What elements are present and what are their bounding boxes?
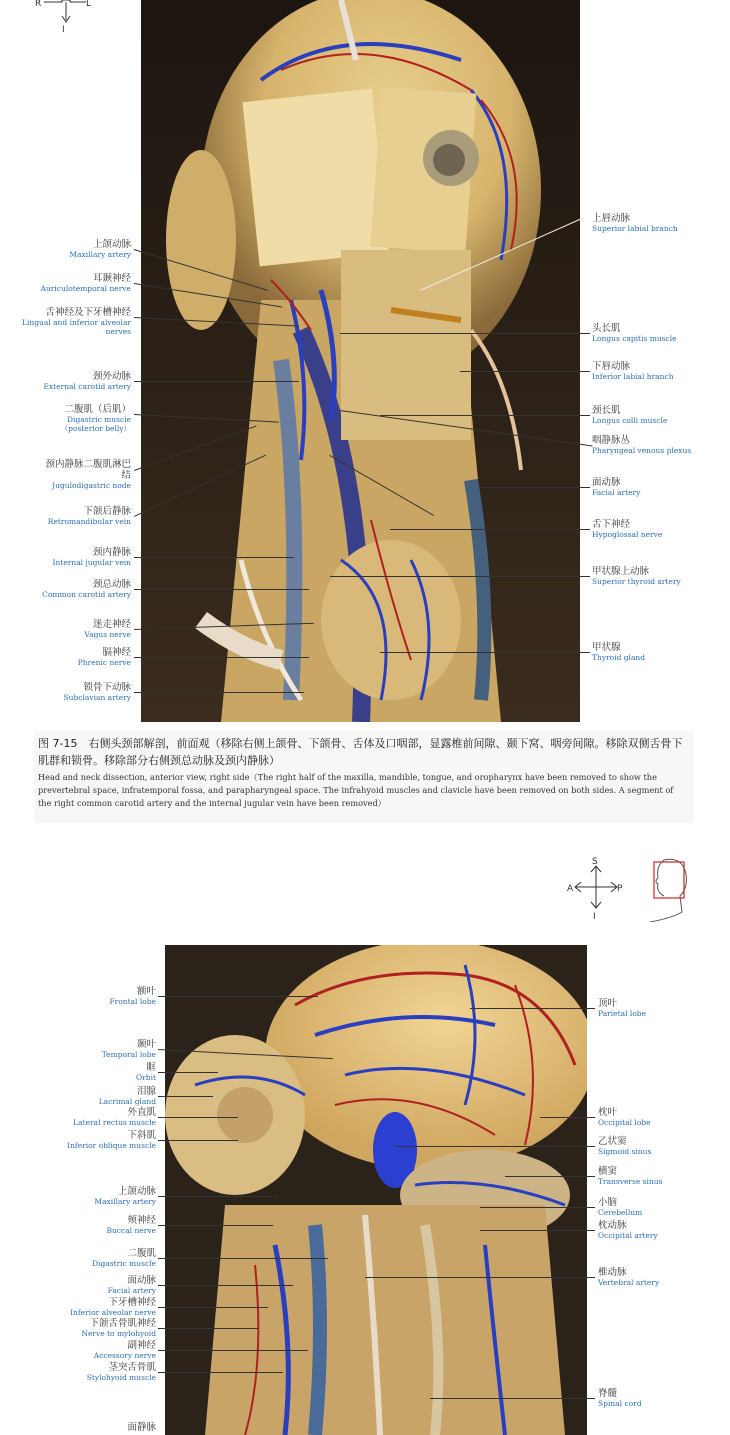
label-en: Inferior alveolar nerve bbox=[70, 1307, 156, 1317]
label-zh: 舌下神经 bbox=[592, 519, 631, 530]
leader-line bbox=[158, 996, 318, 997]
leader-line bbox=[395, 1146, 595, 1147]
label-en: Lingual and inferior alveolar nerves bbox=[21, 317, 131, 336]
dissection-image-2 bbox=[165, 945, 587, 1435]
label-parietal-lobe bbox=[598, 999, 646, 1019]
label-zh: 舌神经及下牙槽神经 bbox=[45, 307, 131, 318]
label-facial-vein bbox=[127, 1423, 156, 1434]
label-en: Hypoglossal nerve bbox=[592, 529, 663, 539]
label-superior-thyroid-artery bbox=[592, 567, 681, 587]
label-zh: 额叶 bbox=[136, 986, 156, 997]
leader-line bbox=[134, 657, 309, 658]
compass-top-label: S bbox=[592, 857, 598, 867]
label-jugulodigastric-node bbox=[41, 460, 131, 490]
label-zh: 泪腺 bbox=[136, 1086, 156, 1097]
leader-line bbox=[158, 1285, 293, 1286]
label-zh: 甲状腺上动脉 bbox=[592, 566, 650, 577]
label-en: Superior thyroid artery bbox=[592, 576, 681, 586]
label-zh: 小脑 bbox=[598, 1197, 618, 1208]
label-en: Thyroid gland bbox=[592, 652, 646, 662]
label-subclavian-artery bbox=[64, 683, 132, 703]
leader-line bbox=[380, 415, 590, 416]
label-occipital-lobe bbox=[598, 1108, 651, 1128]
label-zh: 下颌舌骨肌神经 bbox=[89, 1318, 156, 1329]
label-en: Transverse sinus bbox=[598, 1176, 663, 1186]
orientation-compass-1 bbox=[34, 0, 98, 34]
label-hypoglossal-nerve bbox=[592, 520, 662, 540]
label-external-carotid-artery bbox=[43, 372, 131, 392]
label-zh: 面静脉 bbox=[127, 1422, 156, 1433]
label-zh: 颈总动脉 bbox=[92, 579, 131, 590]
leader-line bbox=[158, 1225, 273, 1226]
label-frontal-lobe bbox=[109, 987, 156, 1007]
leader-line bbox=[158, 1196, 278, 1197]
leader-line bbox=[380, 652, 590, 653]
label-zh: 枕动脉 bbox=[598, 1220, 627, 1231]
label-zh: 锁骨下动脉 bbox=[83, 682, 131, 693]
label-en: Jugulodigastric node bbox=[52, 480, 131, 490]
label-zh: 颞叶 bbox=[136, 1039, 156, 1050]
label-zh: 椎动脉 bbox=[598, 1267, 627, 1278]
label-en: Occipital artery bbox=[598, 1230, 658, 1240]
label-en: Parietal lobe bbox=[598, 1008, 647, 1018]
leader-line bbox=[158, 1258, 328, 1259]
label-en: Cerebellum bbox=[598, 1207, 643, 1217]
label-en: External carotid artery bbox=[43, 381, 131, 391]
label-stylohyoid-muscle bbox=[87, 1363, 156, 1383]
label-facial-artery-2 bbox=[108, 1276, 156, 1296]
label-en: Facial artery bbox=[107, 1285, 156, 1295]
compass-bottom-label: I bbox=[593, 912, 596, 921]
label-zh: 横窦 bbox=[598, 1166, 618, 1177]
label-lacrimal-gland bbox=[99, 1087, 156, 1107]
label-vertebral-artery bbox=[598, 1268, 659, 1288]
label-inferior-alveolar-nerve bbox=[70, 1298, 156, 1318]
label-zh: 甲状腺 bbox=[592, 642, 621, 653]
label-zh: 下颌后静脉 bbox=[83, 506, 131, 517]
leader-line bbox=[158, 1350, 308, 1351]
leader-line bbox=[540, 1117, 595, 1118]
label-zh: 头长肌 bbox=[592, 323, 621, 334]
label-en: Orbit bbox=[136, 1072, 156, 1082]
label-inferior-oblique-muscle bbox=[67, 1131, 156, 1151]
label-vagus-nerve bbox=[84, 620, 131, 640]
label-zh: 颊神经 bbox=[127, 1215, 156, 1226]
label-thyroid-gland bbox=[592, 643, 645, 663]
leader-line bbox=[430, 1398, 595, 1399]
label-zh: 颈长肌 bbox=[592, 405, 621, 416]
label-zh: 咽静脉丛 bbox=[592, 435, 631, 446]
label-zh: 副神经 bbox=[127, 1340, 156, 1351]
label-zh: 下牙槽神经 bbox=[108, 1297, 156, 1308]
leader-line bbox=[134, 381, 299, 382]
label-zh: 耳颞神经 bbox=[92, 273, 131, 284]
label-common-carotid-artery bbox=[42, 580, 131, 600]
label-en: Inferior labial branch bbox=[592, 371, 674, 381]
label-zh: 上颌动脉 bbox=[117, 1186, 156, 1197]
label-en: Vagus nerve bbox=[84, 629, 131, 639]
label-buccal-nerve bbox=[106, 1216, 156, 1236]
compass-bottom-label: I bbox=[62, 25, 65, 34]
label-digastric-posterior-belly bbox=[31, 405, 131, 433]
label-en: Temporal lobe bbox=[101, 1049, 156, 1059]
label-en: Subclavian artery bbox=[63, 692, 131, 702]
label-en: Phrenic nerve bbox=[77, 657, 131, 667]
label-transverse-sinus bbox=[598, 1167, 662, 1187]
leader-line bbox=[158, 1307, 268, 1308]
label-en: Nerve to mylohyoid bbox=[81, 1328, 156, 1338]
label-zh: 上唇动脉 bbox=[592, 213, 631, 224]
label-zh: 面动脉 bbox=[127, 1275, 156, 1286]
leader-line bbox=[340, 333, 590, 334]
label-cerebellum bbox=[598, 1198, 642, 1218]
label-en: Maxillary artery bbox=[94, 1196, 156, 1206]
leader-line bbox=[158, 1117, 238, 1118]
label-digastric-muscle bbox=[92, 1249, 156, 1269]
leader-line bbox=[480, 1207, 595, 1208]
label-en: Retromandibular vein bbox=[47, 516, 131, 526]
leader-line bbox=[134, 692, 304, 693]
label-zh: 下唇动脉 bbox=[592, 361, 631, 372]
leader-line bbox=[134, 589, 309, 590]
dissection-image-1 bbox=[141, 0, 580, 722]
compass-left-label: A bbox=[567, 884, 574, 894]
label-en: Accessory nerve bbox=[93, 1350, 156, 1360]
label-accessory-nerve bbox=[94, 1341, 156, 1361]
label-en: Lacrimal gland bbox=[98, 1096, 156, 1106]
leader-line bbox=[158, 1072, 218, 1073]
caption-english: Head and neck dissection, anterior view, right side（The right half of the maxilla, mandible, tongue, and oropharynx have been removed to show the prevertebral space, infratemporal fossa, and parapharyngeal space. The infrahyoid muscles and clavicle have been removed on both sides. A segment of the right common carotid artery and the internal jugular vein have been removed） bbox=[38, 772, 674, 809]
label-en: Superior labial branch bbox=[592, 223, 678, 233]
leader-line bbox=[460, 371, 590, 372]
label-orbit bbox=[136, 1063, 156, 1083]
compass-right-label: P bbox=[617, 884, 623, 894]
label-phrenic-nerve bbox=[78, 648, 131, 668]
label-lingual-inferior-alveolar-nerves bbox=[11, 308, 131, 336]
label-en: Maxillary artery bbox=[69, 249, 131, 259]
leader-line bbox=[158, 1096, 213, 1097]
leader-line bbox=[330, 576, 590, 577]
label-nerve-to-mylohyoid bbox=[81, 1319, 156, 1339]
leader-line bbox=[390, 529, 590, 530]
label-zh: 面动脉 bbox=[592, 477, 621, 488]
dissection-photo-anterior bbox=[141, 0, 580, 722]
label-zh: 外直肌 bbox=[127, 1107, 156, 1118]
label-en: Internal jugular vein bbox=[52, 557, 131, 567]
label-en: Occipital lobe bbox=[598, 1117, 651, 1127]
label-zh: 下斜肌 bbox=[127, 1130, 156, 1141]
label-en: Digastric muscle bbox=[92, 1258, 156, 1268]
label-facial-artery bbox=[592, 478, 640, 498]
label-internal-jugular-vein bbox=[53, 548, 131, 568]
head-orientation-icon bbox=[642, 852, 694, 922]
label-en: Auriculotemporal nerve bbox=[40, 283, 131, 293]
label-en: Longus capitis muscle bbox=[592, 333, 677, 343]
label-longus-capitis-muscle bbox=[592, 324, 677, 344]
leader-line bbox=[365, 1277, 595, 1278]
label-en: Common carotid artery bbox=[42, 589, 131, 599]
leader-line bbox=[480, 1230, 595, 1231]
label-en: Vertebral artery bbox=[598, 1277, 660, 1287]
dissection-photo-lateral bbox=[165, 945, 587, 1435]
label-sigmoid-sinus bbox=[598, 1137, 651, 1157]
label-zh: 二腹肌 bbox=[127, 1248, 156, 1259]
compass-left-label: R bbox=[35, 0, 42, 9]
label-longus-colli-muscle bbox=[592, 406, 667, 426]
label-zh: 脊髓 bbox=[598, 1388, 618, 1399]
label-zh: 上颌动脉 bbox=[92, 239, 131, 250]
label-en: Buccal nerve bbox=[106, 1225, 156, 1235]
leader-line bbox=[505, 1176, 595, 1177]
label-auriculotemporal-nerve bbox=[41, 274, 131, 294]
orientation-compass-2 bbox=[565, 855, 629, 921]
label-zh: 顶叶 bbox=[598, 998, 618, 1009]
label-en: Facial artery bbox=[592, 487, 641, 497]
label-maxillary-artery-2 bbox=[94, 1187, 156, 1207]
label-inferior-labial-branch bbox=[592, 362, 674, 382]
label-zh: 膈神经 bbox=[102, 647, 131, 658]
label-en: Sigmoid sinus bbox=[598, 1146, 652, 1156]
label-superior-labial-branch bbox=[592, 214, 678, 234]
caption-chinese: 图 7-15 右侧头颈部解剖，前面观（移除右侧上颌骨、下颌骨、舌体及口咽部，显露椎前间隙、颞下窝、咽旁间隙。移除双侧舌骨下肌群和锁骨。移除部分右侧颈总动脉及颈内静脉） bbox=[38, 737, 683, 768]
label-zh: 迷走神经 bbox=[92, 619, 131, 630]
label-zh: 茎突舌骨肌 bbox=[108, 1362, 156, 1373]
label-zh: 乙状窦 bbox=[598, 1136, 627, 1147]
label-zh: 颈内静脉二腹肌淋巴结 bbox=[45, 459, 131, 481]
label-en: Frontal lobe bbox=[109, 996, 156, 1006]
label-en: Spinal cord bbox=[598, 1398, 642, 1408]
label-zh: 枕叶 bbox=[598, 1107, 618, 1118]
label-en: Digastric muscle（posterior belly） bbox=[60, 414, 131, 433]
label-en: Lateral rectus muscle bbox=[73, 1117, 156, 1127]
leader-line bbox=[158, 1140, 238, 1141]
leader-line bbox=[134, 557, 294, 558]
leader-line bbox=[158, 1328, 258, 1329]
compass-right-label: L bbox=[86, 0, 92, 9]
label-lateral-rectus-muscle bbox=[73, 1108, 156, 1128]
label-retromandibular-vein bbox=[48, 507, 131, 527]
label-zh: 二腹肌（后肌） bbox=[64, 404, 131, 415]
label-en: Inferior oblique muscle bbox=[67, 1140, 156, 1150]
label-zh: 颈内静脉 bbox=[92, 547, 131, 558]
label-temporal-lobe bbox=[102, 1040, 156, 1060]
label-pharyngeal-venous-plexus bbox=[592, 436, 691, 456]
label-maxillary-artery bbox=[69, 240, 131, 260]
leader-line bbox=[470, 1008, 595, 1009]
leader-line bbox=[158, 1372, 283, 1373]
figure-caption-7-15 bbox=[34, 731, 694, 823]
label-occipital-artery bbox=[598, 1221, 658, 1241]
leader-line bbox=[480, 487, 590, 488]
label-en: Pharyngeal venous plexus bbox=[592, 445, 692, 455]
label-zh: 颈外动脉 bbox=[92, 371, 131, 382]
label-en: Stylohyoid muscle bbox=[86, 1372, 156, 1382]
label-zh: 眶 bbox=[146, 1062, 156, 1073]
label-spinal-cord bbox=[598, 1389, 642, 1409]
label-en: Longus colli muscle bbox=[592, 415, 668, 425]
